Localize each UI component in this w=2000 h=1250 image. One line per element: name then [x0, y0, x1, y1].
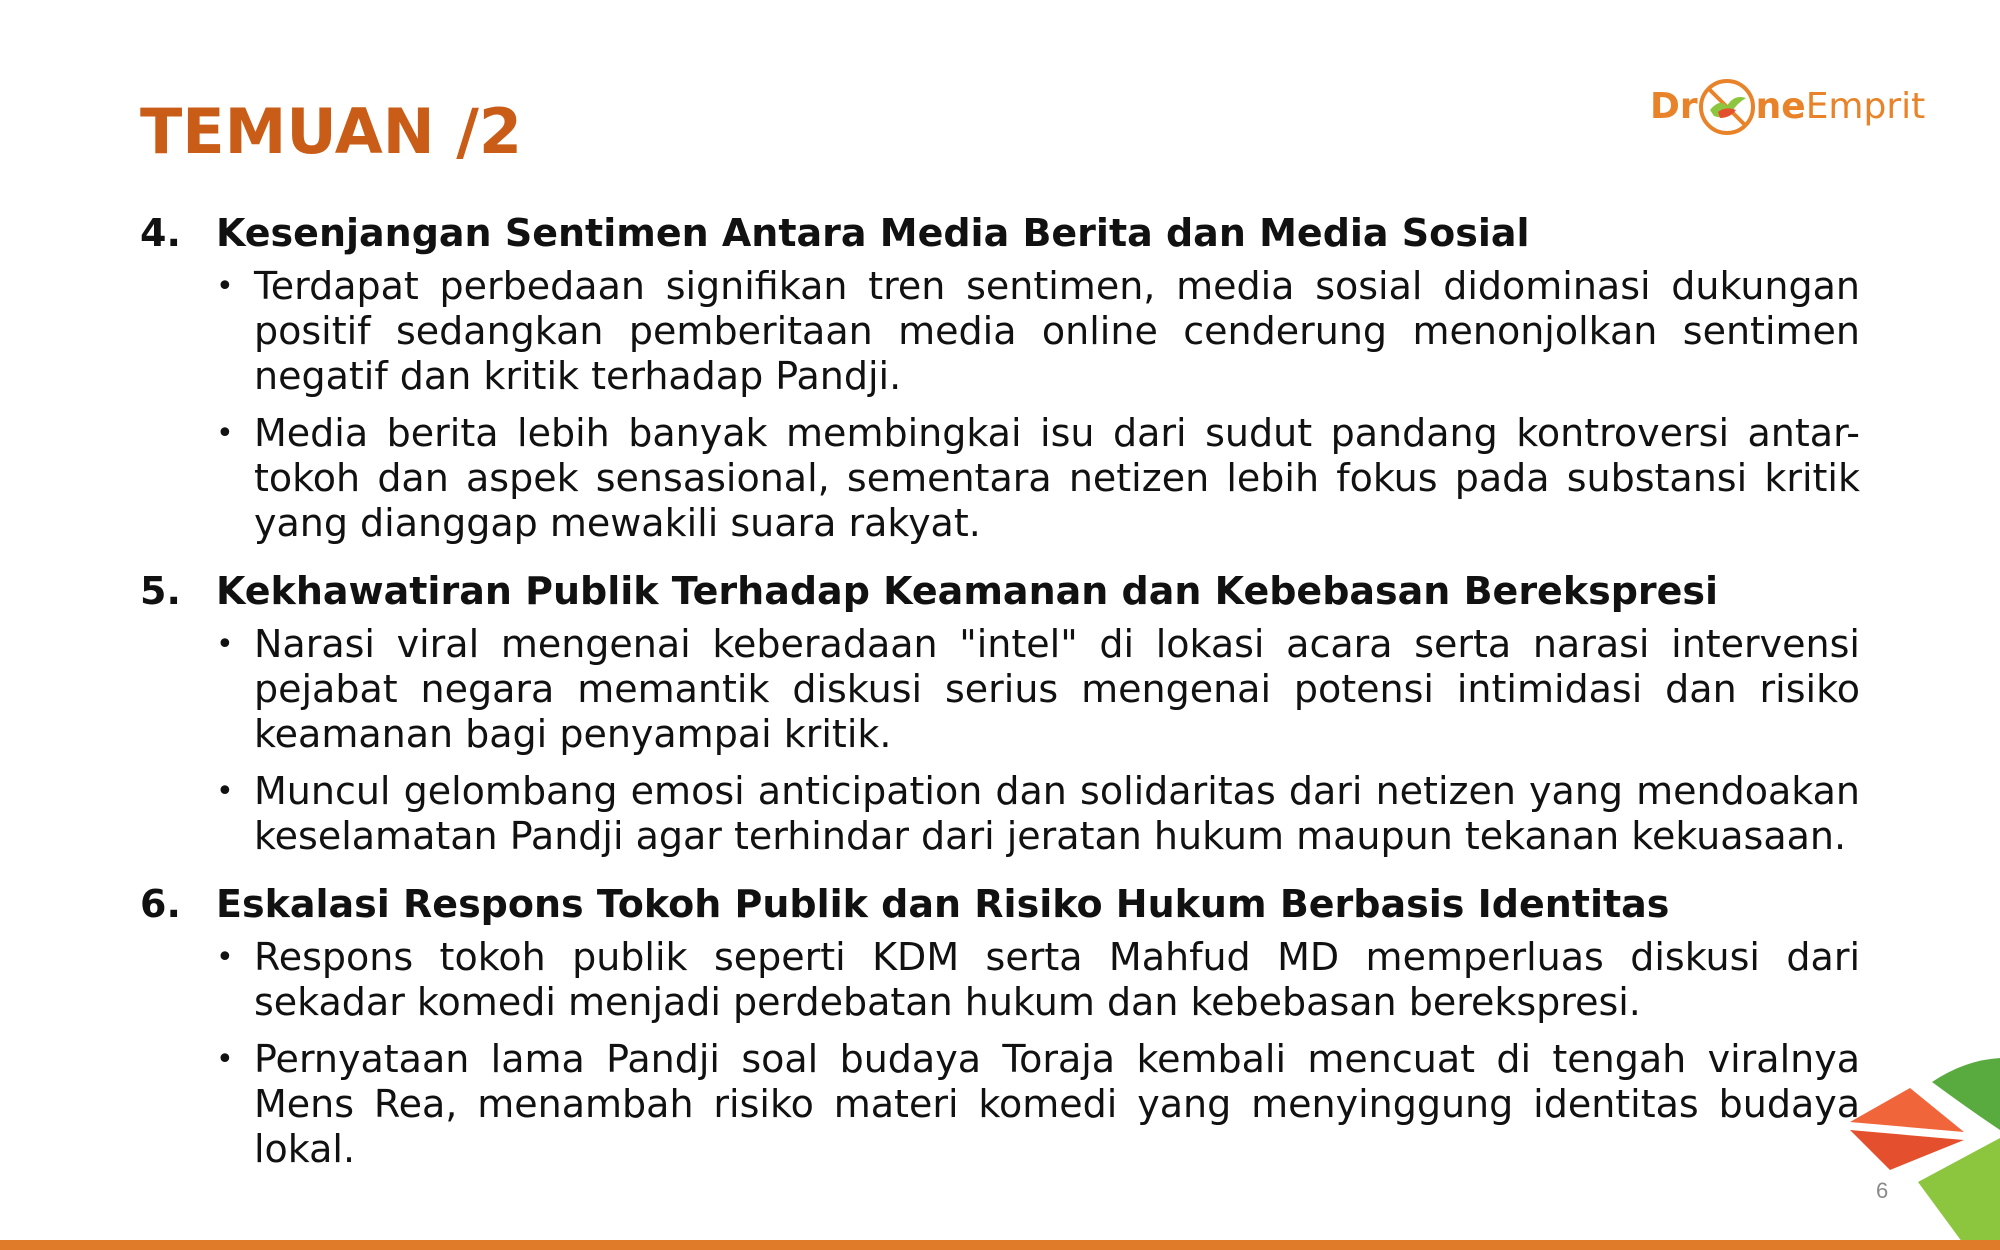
bullet-dot-icon: •: [216, 416, 234, 451]
bullet-text: Media berita lebih banyak membingkai isu dari sudut pandang kontroversi antar-tokoh dan aspek sensasional, sementara netizen lebih fokus pada substansi kritik yang dianggap mewakili suara rakyat.: [254, 411, 1860, 545]
finding-heading: [140, 208, 1860, 258]
bullet-item: [216, 264, 1860, 399]
bullet-dot-icon: •: [216, 774, 234, 809]
bullet-item: [216, 1037, 1860, 1172]
drone-emprit-logo: [1650, 72, 1925, 142]
bullet-text: Muncul gelombang emosi anticipation dan solidaritas dari netizen yang mendoakan keselamatan Pandji agar terhindar dari jeratan hukum maupun tekanan kekuasaan.: [254, 769, 1860, 858]
finding-section: [140, 566, 1860, 859]
bullet-dot-icon: •: [216, 627, 234, 662]
finding-title: Kekhawatiran Publik Terhadap Keamanan dan Kebebasan Berekspresi: [216, 569, 1719, 613]
bullet-item: [216, 769, 1860, 859]
bullet-text: Respons tokoh publik seperti KDM serta Mahfud MD memperluas diskusi dari sekadar komedi menjadi perdebatan hukum dan kebebasan berekspresi.: [254, 935, 1860, 1024]
logo-text-prefix: Dr: [1650, 86, 1698, 127]
bullet-dot-icon: •: [216, 1042, 234, 1077]
bullet-item: [216, 935, 1860, 1025]
finding-bullets: [140, 264, 1860, 546]
bullet-dot-icon: •: [216, 269, 234, 304]
bullet-text: Terdapat perbedaan signifikan tren sentimen, media sosial didominasi dukungan positif sedangkan pemberitaan media online cenderung menonjolkan sentimen negatif dan kritik terhadap Pandji.: [254, 264, 1860, 398]
bullet-item: [216, 411, 1860, 546]
finding-title: Eskalasi Respons Tokoh Publik dan Risiko Hukum Berbasis Identitas: [216, 882, 1670, 926]
finding-heading: [140, 879, 1860, 929]
finding-number: 5.: [140, 569, 181, 613]
page-number: 6: [1876, 1178, 1889, 1203]
logo-text-suffix: Emprit: [1805, 86, 1926, 127]
finding-bullets: [140, 935, 1860, 1172]
finding-section: [140, 208, 1860, 546]
bullet-text: Pernyataan lama Pandji soal budaya Toraja kembali mencuat di tengah viralnya Mens Rea, menambah risiko materi komedi yang menyinggung identitas budaya lokal.: [254, 1037, 1860, 1171]
bullet-text: Narasi viral mengenai keberadaan "intel" di lokasi acara serta narasi intervensi pejabat negara memantik diskusi serius mengenai potensi intimidasi dan risiko keamanan bagi penyampai kritik.: [254, 622, 1860, 756]
bottom-accent-bar: [0, 1240, 2000, 1250]
finding-bullets: [140, 622, 1860, 859]
findings-list: [140, 208, 1860, 1172]
finding-title: Kesenjangan Sentimen Antara Media Berita dan Media Sosial: [216, 211, 1530, 255]
corner-decoration: [1840, 1040, 2000, 1250]
logo-text-middle: ne: [1755, 86, 1806, 127]
drone-bird-icon: [1696, 76, 1758, 138]
finding-number: 6.: [140, 882, 181, 926]
finding-number: 4.: [140, 211, 181, 255]
bullet-item: [216, 622, 1860, 757]
slide-title: TEMUAN /2: [140, 95, 523, 168]
finding-heading: [140, 566, 1860, 616]
finding-section: [140, 879, 1860, 1172]
bullet-dot-icon: •: [216, 940, 234, 975]
